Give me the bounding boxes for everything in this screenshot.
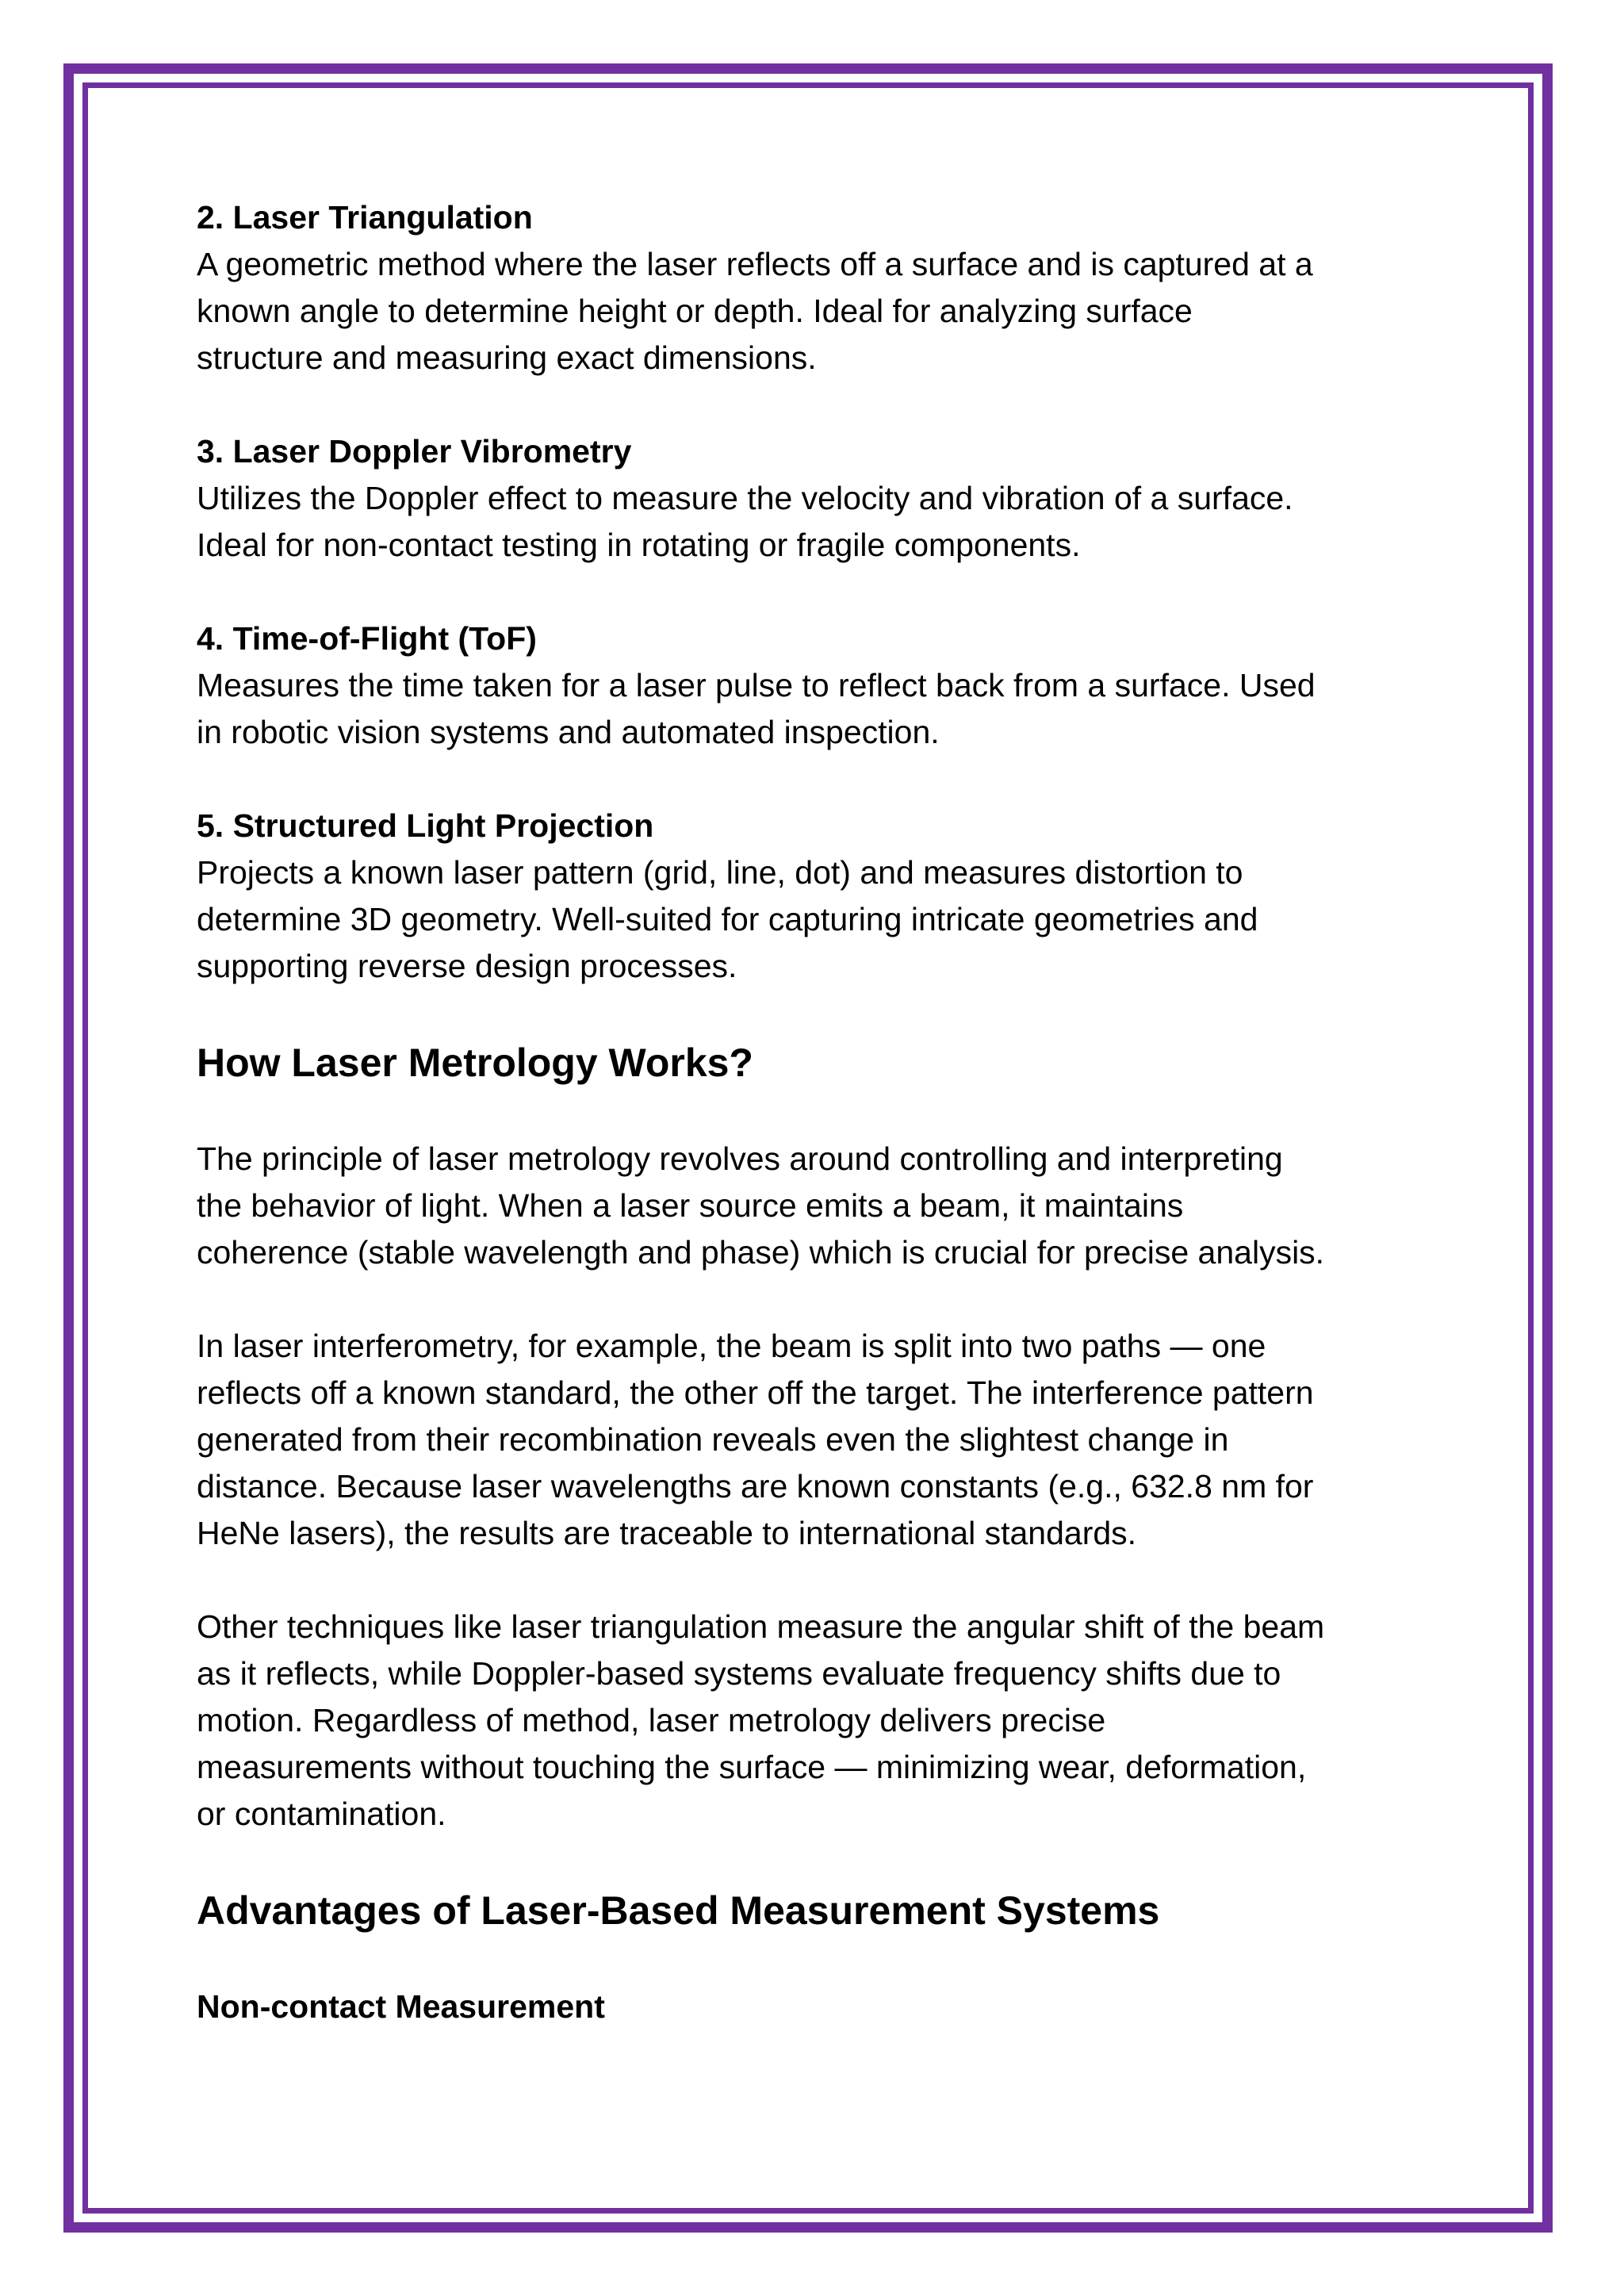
method-text-line: determine 3D geometry. Well-suited for capturing intricate geometries and: [197, 901, 1258, 937]
method-section-time-of-flight: [197, 615, 1450, 756]
method-text-line: Ideal for non-contact testing in rotating or fragile components.: [197, 527, 1081, 563]
method-heading: 4. Time-of-Flight (ToF): [197, 620, 537, 657]
method-heading: 3. Laser Doppler Vibrometry: [197, 433, 632, 470]
method-text-line: structure and measuring exact dimensions.: [197, 339, 817, 376]
paragraph-line: generated from their recombination reveals even the slightest change in: [197, 1421, 1229, 1458]
method-text-line: Utilizes the Doppler effect to measure the velocity and vibration of a surface.: [197, 480, 1293, 516]
paragraph-line: the behavior of light. When a laser source emits a beam, it maintains: [197, 1187, 1184, 1224]
method-text-line: A geometric method where the laser reflects off a surface and is captured at a: [197, 246, 1313, 282]
advantages-subheading: Non-contact Measurement: [197, 1988, 605, 2025]
method-section-laser-triangulation: [197, 194, 1450, 381]
paragraph-line: or contamination.: [197, 1796, 446, 1832]
how-it-works-paragraph: [197, 1136, 1450, 1276]
advantages-heading: Advantages of Laser-Based Measurement Systems: [197, 1888, 1160, 1933]
how-it-works-paragraph: [197, 1323, 1450, 1557]
method-text-line: Projects a known laser pattern (grid, line, dot) and measures distortion to: [197, 854, 1243, 891]
method-text-line: supporting reverse design processes.: [197, 948, 737, 984]
paragraph-line: motion. Regardless of method, laser metrology delivers precise: [197, 1702, 1106, 1738]
method-section-doppler-vibrometry: [197, 428, 1450, 569]
paragraph-line: measurements without touching the surface — minimizing wear, deformation,: [197, 1749, 1307, 1785]
paragraph-line: reflects off a known standard, the other off the target. The interference pattern: [197, 1374, 1314, 1411]
how-it-works-paragraph: [197, 1604, 1450, 1838]
paragraph-line: In laser interferometry, for example, the beam is split into two paths — one: [197, 1328, 1266, 1364]
paragraph-line: distance. Because laser wavelengths are known constants (e.g., 632.8 nm for: [197, 1468, 1314, 1504]
how-it-works-heading: How Laser Metrology Works?: [197, 1041, 753, 1085]
paragraph-line: Other techniques like laser triangulation measure the angular shift of the beam: [197, 1608, 1325, 1645]
method-text-line: Measures the time taken for a laser pulse to reflect back from a surface. Used: [197, 667, 1316, 703]
document-content: [197, 194, 1450, 2030]
method-heading: 2. Laser Triangulation: [197, 199, 533, 236]
method-heading: 5. Structured Light Projection: [197, 807, 654, 844]
paragraph-line: as it reflects, while Doppler-based systems evaluate frequency shifts due to: [197, 1655, 1281, 1692]
paragraph-line: HeNe lasers), the results are traceable to international standards.: [197, 1515, 1137, 1551]
paragraph-line: coherence (stable wavelength and phase) which is crucial for precise analysis.: [197, 1234, 1325, 1271]
method-section-structured-light: [197, 803, 1450, 990]
paragraph-line: The principle of laser metrology revolves around controlling and interpreting: [197, 1140, 1283, 1177]
method-text-line: known angle to determine height or depth. Ideal for analyzing surface: [197, 293, 1193, 329]
method-text-line: in robotic vision systems and automated inspection.: [197, 714, 940, 750]
